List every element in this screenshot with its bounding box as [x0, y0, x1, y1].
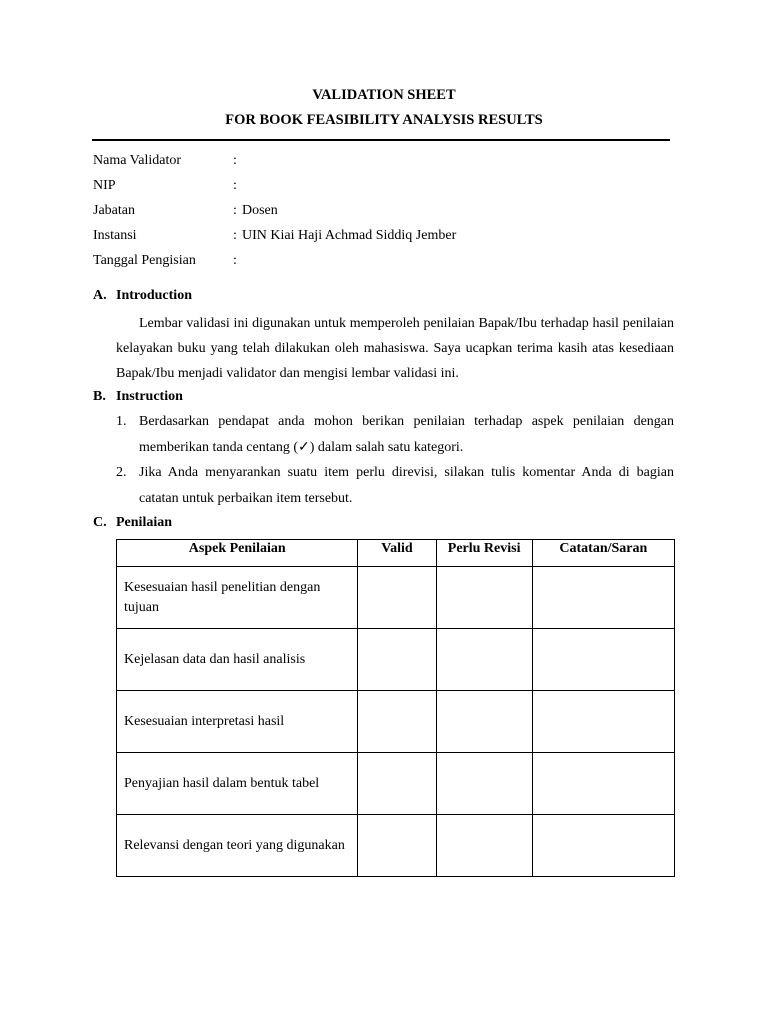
field-separator: : [233, 153, 237, 168]
table-header-row [117, 540, 675, 567]
perlu-revisi-cell[interactable] [436, 815, 532, 877]
perlu-revisi-cell[interactable] [436, 753, 532, 815]
instruction-number: 2. [116, 465, 127, 480]
field-separator: : [233, 253, 237, 268]
introduction-paragraph: Lembar validasi ini digunakan untuk memperoleh penilaian Bapak/Ibu terhadap hasil penilaian kelayakan buku yang telah dilakukan oleh mahasiswa. Saya ucapkan terima kasih atas kesediaan Bapak/Ibu menjadi validator dan mengisi lembar validasi ini. [116, 316, 674, 381]
column-header-aspek: Aspek Penilaian [117, 540, 358, 567]
section-title: Introduction [116, 288, 192, 303]
table-row [117, 753, 675, 815]
catatan-cell[interactable] [532, 691, 674, 753]
column-header-valid: Valid [358, 540, 436, 567]
table-row [117, 815, 675, 877]
perlu-revisi-cell[interactable] [436, 567, 532, 629]
field-separator: : [233, 228, 237, 243]
section-title: Instruction [116, 389, 183, 404]
aspek-cell: Relevansi dengan teori yang digunakan [117, 815, 358, 877]
catatan-cell[interactable] [532, 753, 674, 815]
title-divider [92, 139, 670, 141]
field-separator: : [233, 178, 237, 193]
section-number: B. [93, 389, 106, 404]
field-label: Jabatan [93, 203, 135, 218]
assessment-table [116, 539, 675, 877]
valid-cell[interactable] [358, 691, 436, 753]
field-label: Tanggal Pengisian [93, 253, 196, 268]
valid-cell[interactable] [358, 629, 436, 691]
field-label: Nama Validator [93, 153, 181, 168]
perlu-revisi-cell[interactable] [436, 691, 532, 753]
field-label: Instansi [93, 228, 137, 243]
section-title: Penilaian [116, 515, 173, 530]
catatan-cell[interactable] [532, 629, 674, 691]
catatan-cell[interactable] [532, 567, 674, 629]
table-row [117, 567, 675, 629]
aspek-cell: Kejelasan data dan hasil analisis [117, 629, 358, 691]
table-row [117, 691, 675, 753]
page-subtitle: FOR BOOK FEASIBILITY ANALYSIS RESULTS [225, 112, 543, 128]
aspek-cell: Penyajian hasil dalam bentuk tabel [117, 753, 358, 815]
instruction-number: 1. [116, 414, 127, 429]
field-label: NIP [93, 178, 116, 193]
instruction-text: Jika Anda menyarankan suatu item perlu direvisi, silakan tulis komentar Anda di bagian catatan untuk perbaikan item tersebut. [139, 465, 674, 506]
field-value[interactable]: Dosen [242, 203, 278, 218]
section-number: C. [93, 515, 107, 530]
field-separator: : [233, 203, 237, 218]
field-value[interactable]: UIN Kiai Haji Achmad Siddiq Jember [242, 228, 457, 243]
column-header-catatan: Catatan/Saran [532, 540, 674, 567]
aspek-cell: Kesesuaian hasil penelitian dengan tujuan [117, 567, 358, 629]
valid-cell[interactable] [358, 815, 436, 877]
page-title: VALIDATION SHEET [312, 87, 456, 103]
valid-cell[interactable] [358, 753, 436, 815]
instruction-text: Berdasarkan pendapat anda mohon berikan penilaian terhadap aspek penilaian dengan memberikan tanda centang (✓) dalam salah satu kategori. [139, 414, 674, 455]
table-row [117, 629, 675, 691]
perlu-revisi-cell[interactable] [436, 629, 532, 691]
section-number: A. [93, 288, 107, 303]
valid-cell[interactable] [358, 567, 436, 629]
catatan-cell[interactable] [532, 815, 674, 877]
column-header-perlu-revisi: Perlu Revisi [436, 540, 532, 567]
aspek-cell: Kesesuaian interpretasi hasil [117, 691, 358, 753]
